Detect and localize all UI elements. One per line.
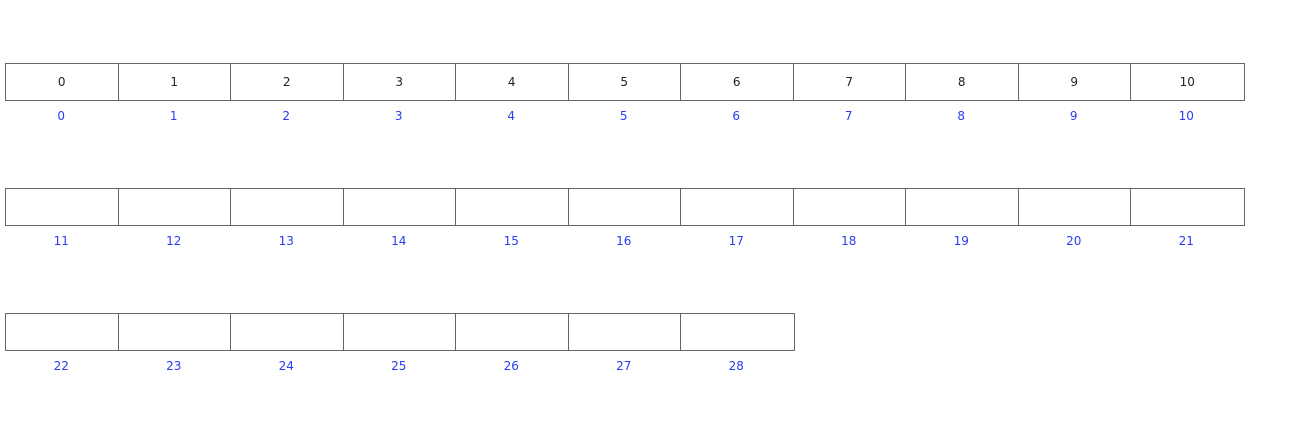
index-label: 10 bbox=[1178, 109, 1194, 123]
array-cell bbox=[569, 314, 682, 350]
index-label: 21 bbox=[1178, 234, 1194, 248]
index-label: 15 bbox=[503, 234, 519, 248]
array-cell: 7 bbox=[794, 64, 907, 100]
array-row-0 bbox=[5, 63, 1245, 123]
index-label: 8 bbox=[957, 109, 966, 123]
array-cell bbox=[456, 189, 569, 225]
index-label: 6 bbox=[732, 109, 741, 123]
index-label: 11 bbox=[53, 234, 69, 248]
array-cells bbox=[5, 63, 1245, 101]
array-row-1 bbox=[5, 188, 1245, 248]
array-cell: 9 bbox=[1019, 64, 1132, 100]
array-cell bbox=[344, 189, 457, 225]
index-label: 1 bbox=[169, 109, 178, 123]
array-cell: 6 bbox=[681, 64, 794, 100]
array-cell bbox=[794, 189, 907, 225]
index-label: 16 bbox=[616, 234, 632, 248]
array-cell bbox=[231, 189, 344, 225]
index-label: 0 bbox=[57, 109, 66, 123]
array-cell bbox=[119, 314, 232, 350]
index-label: 17 bbox=[728, 234, 744, 248]
index-label: 12 bbox=[166, 234, 182, 248]
index-label: 26 bbox=[503, 359, 519, 373]
array-cell bbox=[681, 314, 794, 350]
index-label: 7 bbox=[844, 109, 853, 123]
index-labels bbox=[5, 359, 795, 373]
index-label: 13 bbox=[278, 234, 294, 248]
index-label: 20 bbox=[1066, 234, 1082, 248]
index-label: 5 bbox=[619, 109, 628, 123]
array-cells bbox=[5, 188, 1245, 226]
array-cell bbox=[1019, 189, 1132, 225]
array-cell: 4 bbox=[456, 64, 569, 100]
index-label: 4 bbox=[507, 109, 516, 123]
index-label: 3 bbox=[394, 109, 403, 123]
array-cell bbox=[119, 189, 232, 225]
array-cell: 2 bbox=[231, 64, 344, 100]
index-label: 23 bbox=[166, 359, 182, 373]
index-labels bbox=[5, 109, 1245, 123]
index-label: 28 bbox=[728, 359, 744, 373]
index-label: 24 bbox=[278, 359, 294, 373]
index-label: 14 bbox=[391, 234, 407, 248]
array-cell bbox=[6, 189, 119, 225]
index-label: 18 bbox=[841, 234, 857, 248]
index-label: 25 bbox=[391, 359, 407, 373]
array-cell bbox=[344, 314, 457, 350]
array-cell bbox=[456, 314, 569, 350]
array-row-2 bbox=[5, 313, 795, 373]
index-label: 2 bbox=[282, 109, 291, 123]
index-label: 27 bbox=[616, 359, 632, 373]
array-cell: 8 bbox=[906, 64, 1019, 100]
array-cell: 0 bbox=[6, 64, 119, 100]
index-label: 22 bbox=[53, 359, 69, 373]
array-cell bbox=[231, 314, 344, 350]
array-cell bbox=[681, 189, 794, 225]
array-cell bbox=[569, 189, 682, 225]
array-cell: 10 bbox=[1179, 75, 1195, 89]
array-cell bbox=[906, 189, 1019, 225]
array-cell bbox=[6, 314, 119, 350]
index-labels bbox=[5, 234, 1245, 248]
index-label: 19 bbox=[953, 234, 969, 248]
array-cells bbox=[5, 313, 795, 351]
array-cell bbox=[1131, 189, 1244, 225]
array-cell: 3 bbox=[344, 64, 457, 100]
index-label: 9 bbox=[1069, 109, 1078, 123]
array-cell: 5 bbox=[569, 64, 682, 100]
array-cell: 1 bbox=[119, 64, 232, 100]
